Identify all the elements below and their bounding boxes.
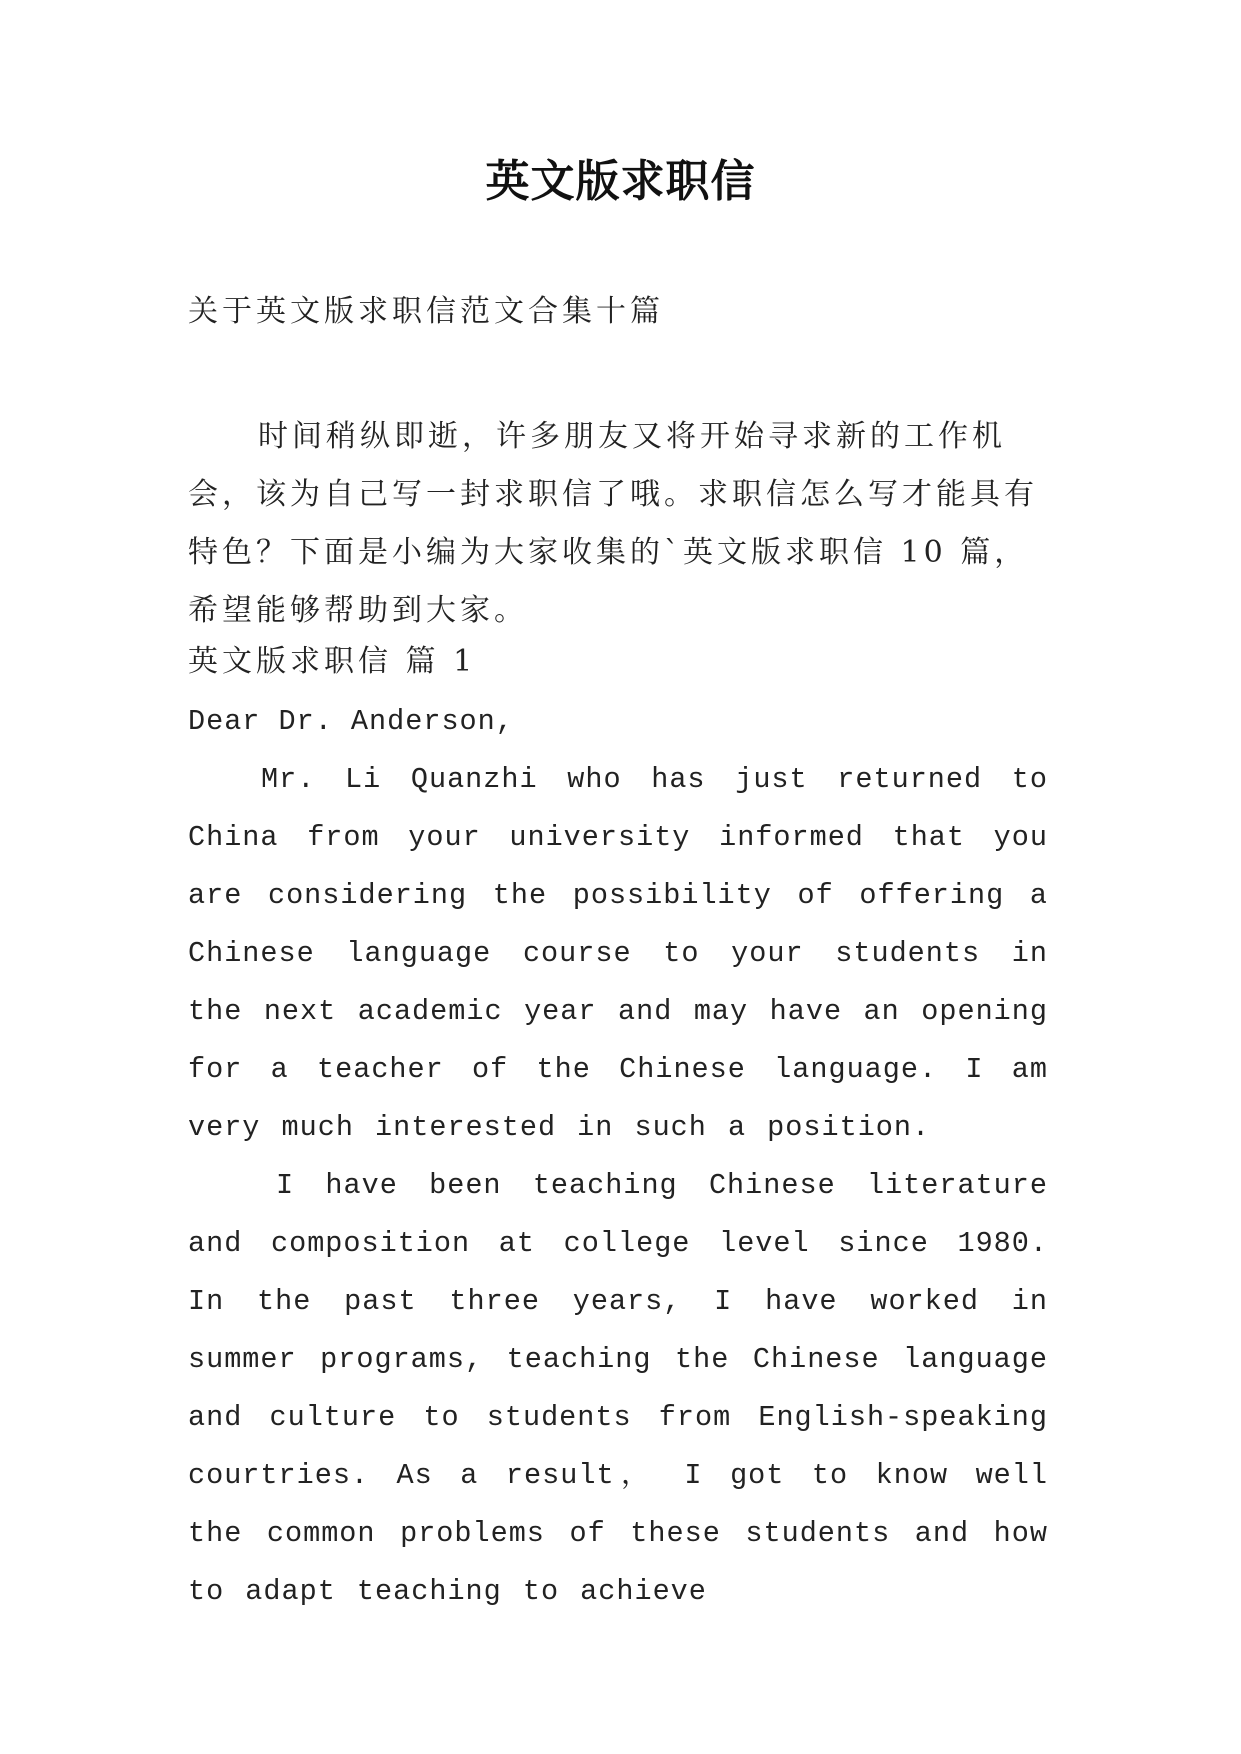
- document-title: 英文版求职信: [485, 156, 756, 207]
- section-heading: 英文版求职信 篇 1: [188, 644, 477, 679]
- document-subtitle: 关于英文版求职信范文合集十篇: [188, 294, 664, 329]
- letter-salutation: Dear Dr. Anderson,: [188, 705, 514, 738]
- letter-paragraph: I have been teaching Chinese literature and composition at college level since 1980. In the past three years, I have worked in summer programs, teaching the Chinese language and culture to students from English-speaking courtries. As a result， I got to know well the common problems of these students and how to adapt teaching to achieve: [188, 1169, 1048, 1608]
- letter-paragraph: Mr. Li Quanzhi who has just returned to China from your university informed that you are considering the possibility of offering a Chinese language course to your students in the next academic year and may have an opening for a teacher of the Chinese language. I am very much interested in such a position.: [188, 763, 1048, 1144]
- intro-paragraph: 时间稍纵即逝，许多朋友又将开始寻求新的工作机会，该为自己写一封求职信了哦。求职信怎么写才能具有特色？下面是小编为大家收集的`英文版求职信 10 篇，希望能够帮助到大家。: [188, 419, 1038, 628]
